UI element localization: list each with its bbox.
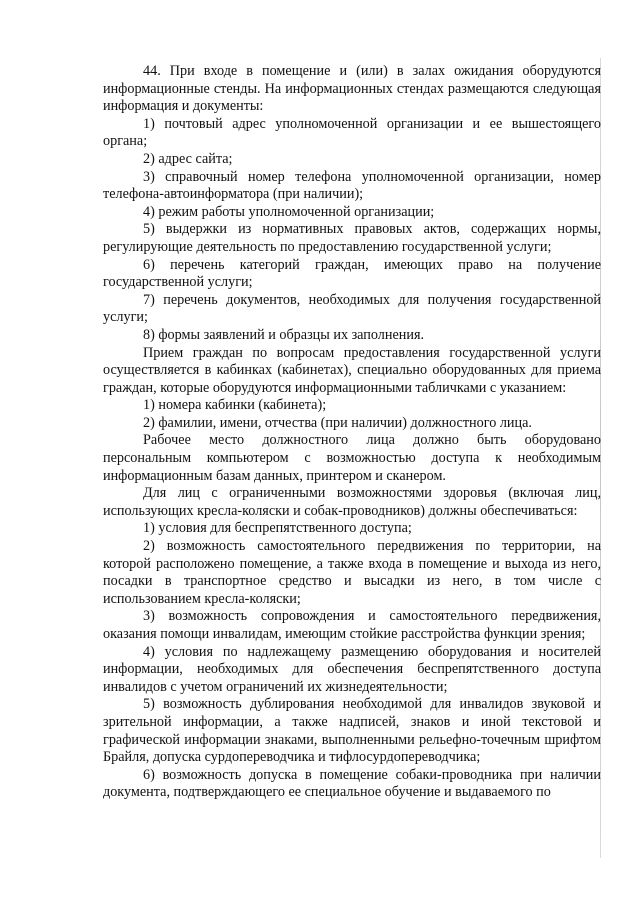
paragraph-disabilities: Для лиц с ограниченными возможностями здоровья (включая лиц, использующих кресла-коляски и собак-проводников) должны обеспечиваться: [103, 485, 601, 519]
list-item: 5) возможность дублирования необходимой для инвалидов звуковой и зрительной информации, а также надписей, знаков и иной текстовой и графической информации знаками, выполненными рельефно-точечным шрифтом Брайля, допуска сурдопереводчика и тифлосурдопереводчика; [103, 696, 601, 766]
list-item: 6) возможность допуска в помещение собаки-проводника при наличии документа, подтверждающего ее специальное обучение и выдаваемого по [103, 766, 601, 801]
list-item: 3) возможность сопровождения и самостоятельного передвижения, оказания помощи инвалидам, имеющим стойкие расстройства функции зрения; [103, 608, 601, 642]
list-item: 1) почтовый адрес уполномоченной организации и ее вышестоящего органа; [103, 115, 601, 150]
list-item: 2) адрес сайта; [143, 150, 233, 167]
document-body [103, 63, 601, 802]
paragraph-reception: Прием граждан по вопросам предоставления государственной услуги осуществляется в кабинках (кабинетах), специально оборудованных для приема граждан, которые оборудуются информационными табличками с указанием: [103, 344, 601, 396]
paragraph-workplace: Рабочее место должностного лица должно быть оборудовано персональным компьютером с возможностью доступа к необходимым информационным базам данных, принтером и сканером. [103, 432, 601, 484]
list-item: 5) выдержки из нормативных правовых актов, содержащих нормы, регулирующие деятельность по предоставлению государственной услуги; [103, 221, 601, 255]
list-item: 6) перечень категорий граждан, имеющих право на получение государственной услуги; [103, 256, 601, 291]
list-item: 2) фамилии, имени, отчества (при наличии) должностного лица. [143, 414, 532, 431]
list-item: 3) справочный номер телефона уполномоченной организации, номер телефона-автоинформатора (при наличии); [103, 168, 601, 203]
list-item: 1) номера кабинки (кабинета); [143, 397, 327, 414]
list-item: 1) условия для беспрепятственного доступа; [143, 520, 412, 537]
list-item: 7) перечень документов, необходимых для получения государственной услуги; [103, 291, 601, 326]
list-item: 4) условия по надлежащему размещению оборудования и носителей информации, необходимых для обеспечения беспрепятственного доступа инвалидов с учетом ограничений их жизнедеятельности; [103, 643, 601, 695]
list-item: 4) режим работы уполномоченной организации; [143, 203, 435, 220]
list-item: 8) формы заявлений и образцы их заполнения. [143, 326, 425, 343]
paragraph-44-intro: 44. При входе в помещение и (или) в залах ожидания оборудуются информационные стенды. На информационных стендах размещаются следующая информация и документы: [103, 63, 601, 115]
list-item: 2) возможность самостоятельного передвижения по территории, на которой расположено помещение, а также входа в помещение и выхода из него, посадки в транспортное средство и высадки из него, в том числе с использованием кресла-коляски; [103, 538, 601, 607]
